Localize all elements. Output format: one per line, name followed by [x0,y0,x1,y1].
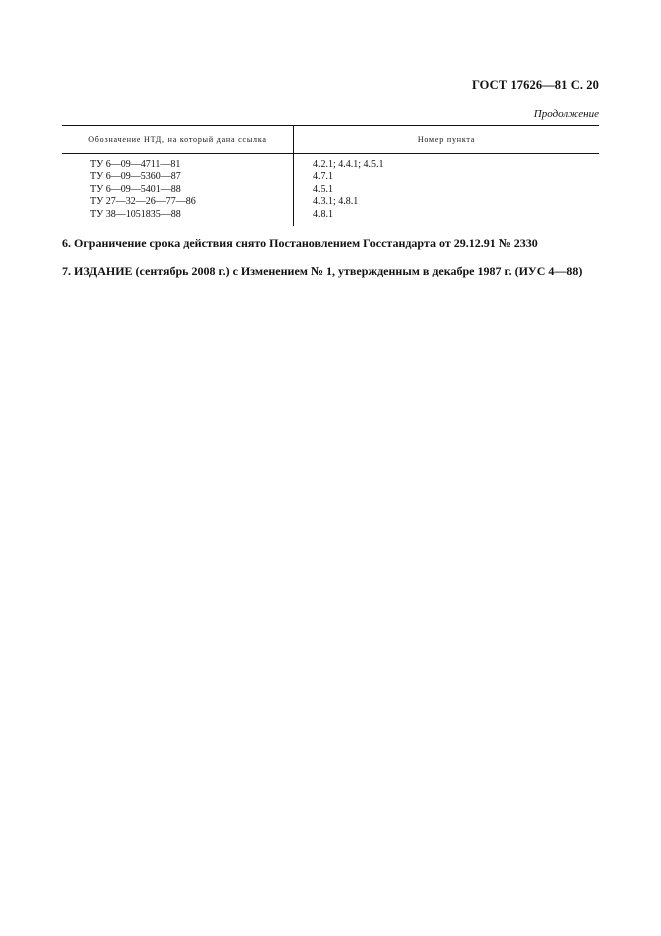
column-header-document: Обозначение НТД, на который дана ссылка [62,126,294,154]
table-row [62,209,599,226]
cell-document: ТУ 38—1051835—88 [62,209,294,226]
table-row [62,171,599,183]
column-header-clause: Номер пункта [294,126,600,154]
table-row [62,154,599,172]
continuation-label: Продолжение [533,108,599,120]
table-header-row [62,126,599,154]
note-item-6: 6. Ограничение срока действия снято Постановлением Госстандарта от 29.12.91 № 2330 [62,236,538,250]
cell-clause: 4.8.1 [313,208,333,220]
cell-document: ТУ 27—32—26—77—86 [62,196,294,208]
cell-clause: 4.3.1; 4.8.1 [313,196,359,208]
cell-document: ТУ 6—09—5360—87 [62,171,294,183]
page-header: ГОСТ 17626—81 С. 20 [471,78,599,92]
cell-clause: 4.2.1; 4.4.1; 4.5.1 [313,159,384,170]
cell-document: ТУ 6—09—5401—88 [62,184,294,196]
reference-table [62,125,599,226]
note-item-7: 7. ИЗДАНИЕ (сентябрь 2008 г.) с Изменением № 1, утвержденным в декабре 1987 г. (ИУС 4—88) [62,264,583,278]
cell-document: ТУ 6—09—4711—81 [62,154,294,172]
table-row [62,184,599,196]
table-row [62,196,599,208]
cell-clause: 4.5.1 [313,183,333,195]
cell-clause: 4.7.1 [313,171,333,183]
